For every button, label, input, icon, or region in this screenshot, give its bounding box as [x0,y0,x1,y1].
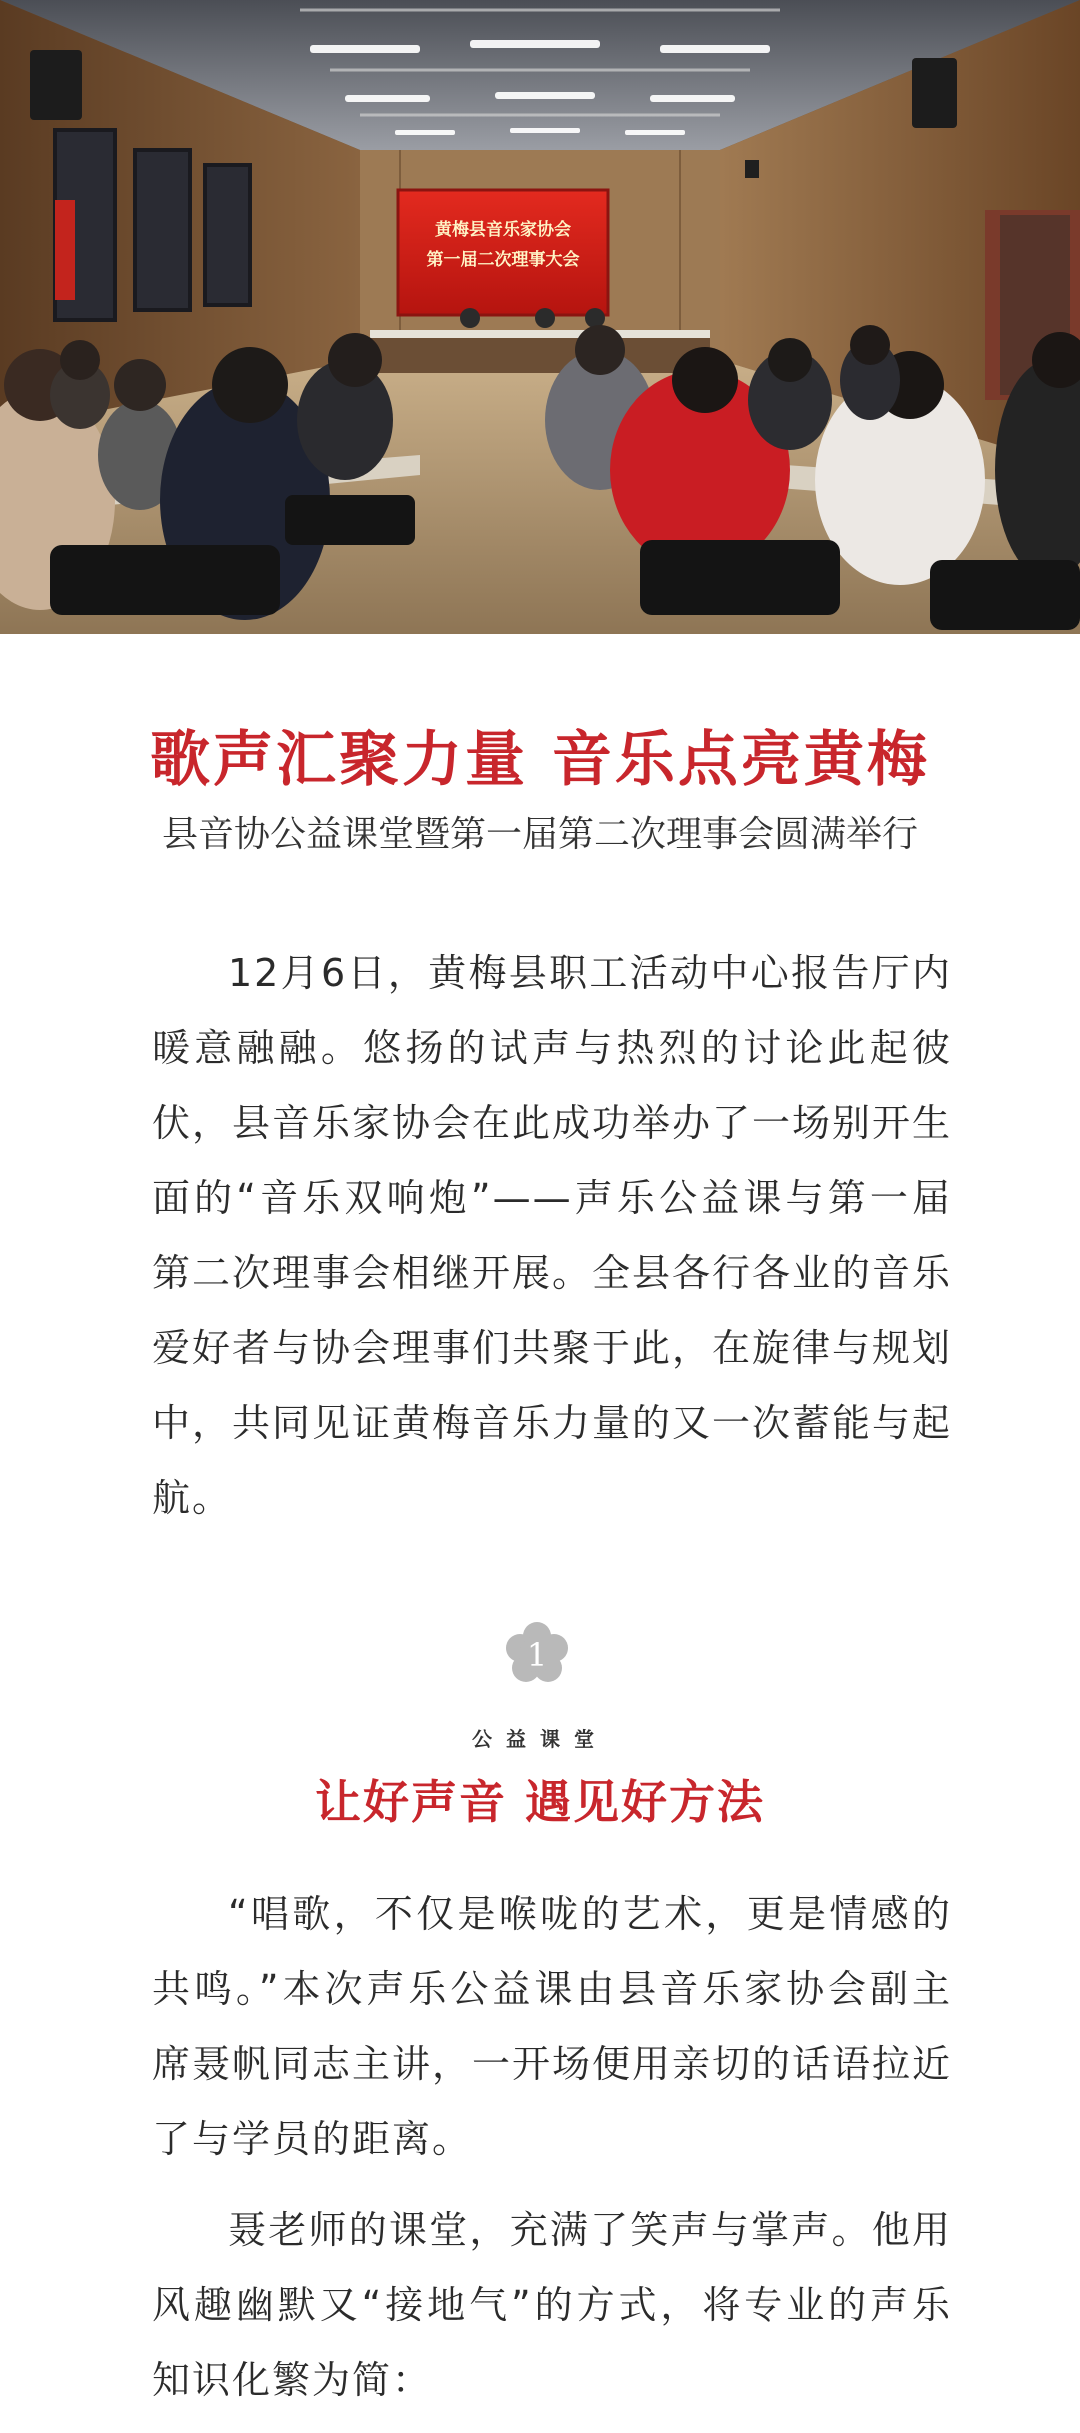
section-number: 1 [526,1636,548,1674]
section-kicker: 公益课堂 [472,1727,608,1751]
hero-photo [0,0,1080,634]
article-title: 歌声汇聚力量 音乐点亮黄梅 [150,725,930,795]
section-paragraph-1: “唱歌，不仅是喉咙的艺术，更是情感的共鸣。”本次声乐公益课由县音乐家协会副主席聂帆同志主讲，一开场便用亲切的话语拉近了与学员的距离。 [152,1892,953,2161]
intro-paragraph: 12月6日，黄梅县职工活动中心报告厅内暖意融融。悠扬的试声与热烈的讨论此起彼伏，县音乐家协会在此成功举办了一场别开生面的“音乐双响炮”——声乐公益课与第一届第二次理事会相继开展。全县各行各业的音乐爱好者与协会理事们共聚于此，在旋律与规划中，共同见证黄梅音乐力量的又一次蓄能与起航。 [152,951,953,1520]
flower-number-badge-icon [505,1622,569,1686]
section-title: 让好声音 遇见好方法 [314,1775,765,1829]
banner-line-2: 第一届二次理事大会 [426,250,580,270]
article-subtitle: 县音协公益课堂暨第一届第二次理事会圆满举行 [161,814,918,855]
banner-line-1: 黄梅县音乐家协会 [435,220,571,240]
section-paragraph-2: 聂老师的课堂，充满了笑声与掌声。他用风趣幽默又“接地气”的方式，将专业的声乐知识化繁为简： [152,2208,952,2402]
